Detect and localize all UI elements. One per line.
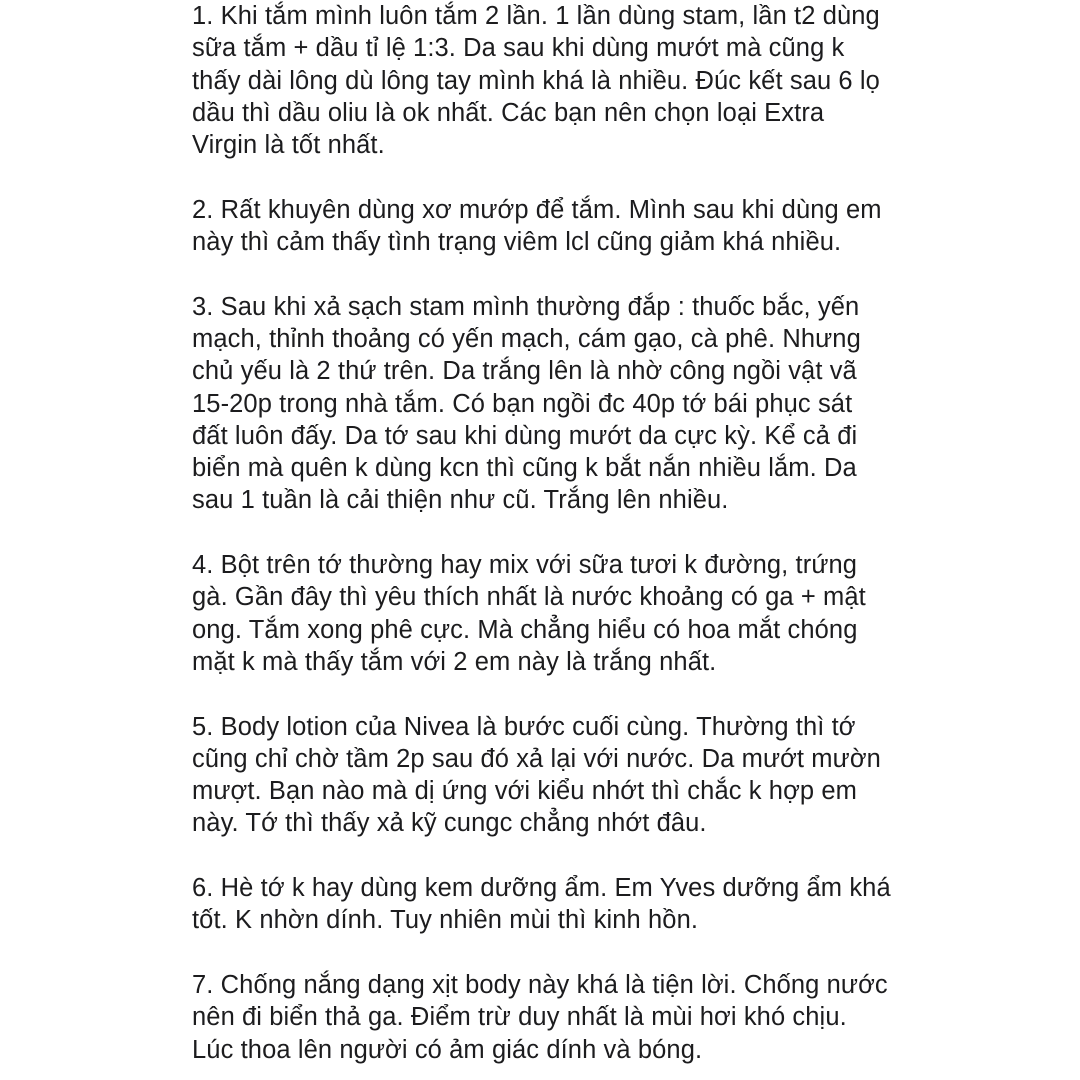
text-line: thấy dài lông dù lông tay mình khá là nhiều. Đúc kết sau 6 lọ <box>192 66 880 95</box>
text-line: 5. Body lotion của Nivea là bước cuối cùng. Thường thì tớ <box>192 712 856 741</box>
note-text-body <box>192 0 1072 1080</box>
text-line: mặt k mà thấy tắm với 2 em này là trắng nhất. <box>192 647 717 676</box>
paragraph-spacer <box>192 161 1072 193</box>
text-line: dầu thì dầu oliu là ok nhất. Các bạn nên chọn loại Extra <box>192 98 825 127</box>
paragraph-5 <box>192 711 1072 840</box>
text-line: sữa tắm + dầu tỉ lệ 1:3. Da sau khi dùng mướt mà cũng k <box>192 34 845 63</box>
text-line: mạch, thỉnh thoảng có yến mạch, cám gạo, cà phê. Nhưng <box>192 324 861 353</box>
text-line: 7. Chống nắng dạng xịt body này khá là tiện lời. Chống nước <box>192 970 888 999</box>
text-line: 2. Rất khuyên dùng xơ mướp để tắm. Mình sau khi dùng em <box>192 195 882 224</box>
paragraph-7 <box>192 969 1072 1066</box>
text-line: nên đi biển thả ga. Điểm trừ duy nhất là mùi hơi khó chịu. <box>192 1003 847 1032</box>
paragraph-spacer <box>192 258 1072 290</box>
paragraph-spacer <box>192 840 1072 872</box>
text-line: ong. Tắm xong phê cực. Mà chẳng hiểu có hoa mắt chóng <box>192 615 858 644</box>
text-line: 15-20p trong nhà tắm. Có bạn ngồi đc 40p tớ bái phục sát <box>192 389 853 418</box>
text-line: chủ yếu là 2 thứ trên. Da trắng lên là nhờ công ngồi vật vã <box>192 357 857 386</box>
paragraph-2 <box>192 194 1072 259</box>
text-line: 3. Sau khi xả sạch stam mình thường đắp : thuốc bắc, yến <box>192 292 860 321</box>
paragraph-4 <box>192 549 1072 678</box>
text-line: này thì cảm thấy tình trạng viêm lcl cũng giảm khá nhiều. <box>192 228 842 257</box>
text-line: mượt. Bạn nào mà dị ứng với kiểu nhớt thì chắc k hợp em <box>192 777 857 806</box>
text-line: tốt. K nhờn dính. Tuy nhiên mùi thì kinh hồn. <box>192 906 699 935</box>
paragraph-spacer <box>192 517 1072 549</box>
paragraph-3 <box>192 291 1072 517</box>
text-line: 4. Bột trên tớ thường hay mix với sữa tươi k đường, trứng <box>192 551 858 580</box>
text-line: Lúc thoa lên người có ảm giác dính và bóng. <box>192 1035 703 1064</box>
paragraph-spacer <box>192 937 1072 969</box>
paragraph-1 <box>192 0 1072 161</box>
text-line: gà. Gần đây thì yêu thích nhất là nước khoảng có ga + mật <box>192 583 866 612</box>
text-line: đất luôn đấy. Da tớ sau khi dùng mướt da cực kỳ. Kể cả đi <box>192 421 858 450</box>
text-line: Virgin là tốt nhất. <box>192 131 385 160</box>
text-line: sau 1 tuần là cải thiện như cũ. Trắng lên nhiều. <box>192 486 729 515</box>
paragraph-spacer <box>192 678 1072 710</box>
paragraph-6 <box>192 872 1072 937</box>
text-line: biển mà quên k dùng kcn thì cũng k bắt nắn nhiều lắm. Da <box>192 454 857 483</box>
text-line: cũng chỉ chờ tầm 2p sau đó xả lại với nước. Da mướt mườn <box>192 744 881 773</box>
text-line: này. Tớ thì thấy xả kỹ cungc chẳng nhớt đâu. <box>192 809 707 838</box>
text-line: 1. Khi tắm mình luôn tắm 2 lần. 1 lần dùng stam, lần t2 dùng <box>192 2 880 30</box>
text-line: 6. Hè tớ k hay dùng kem dưỡng ẩm. Em Yves dưỡng ẩm khá <box>192 874 891 903</box>
